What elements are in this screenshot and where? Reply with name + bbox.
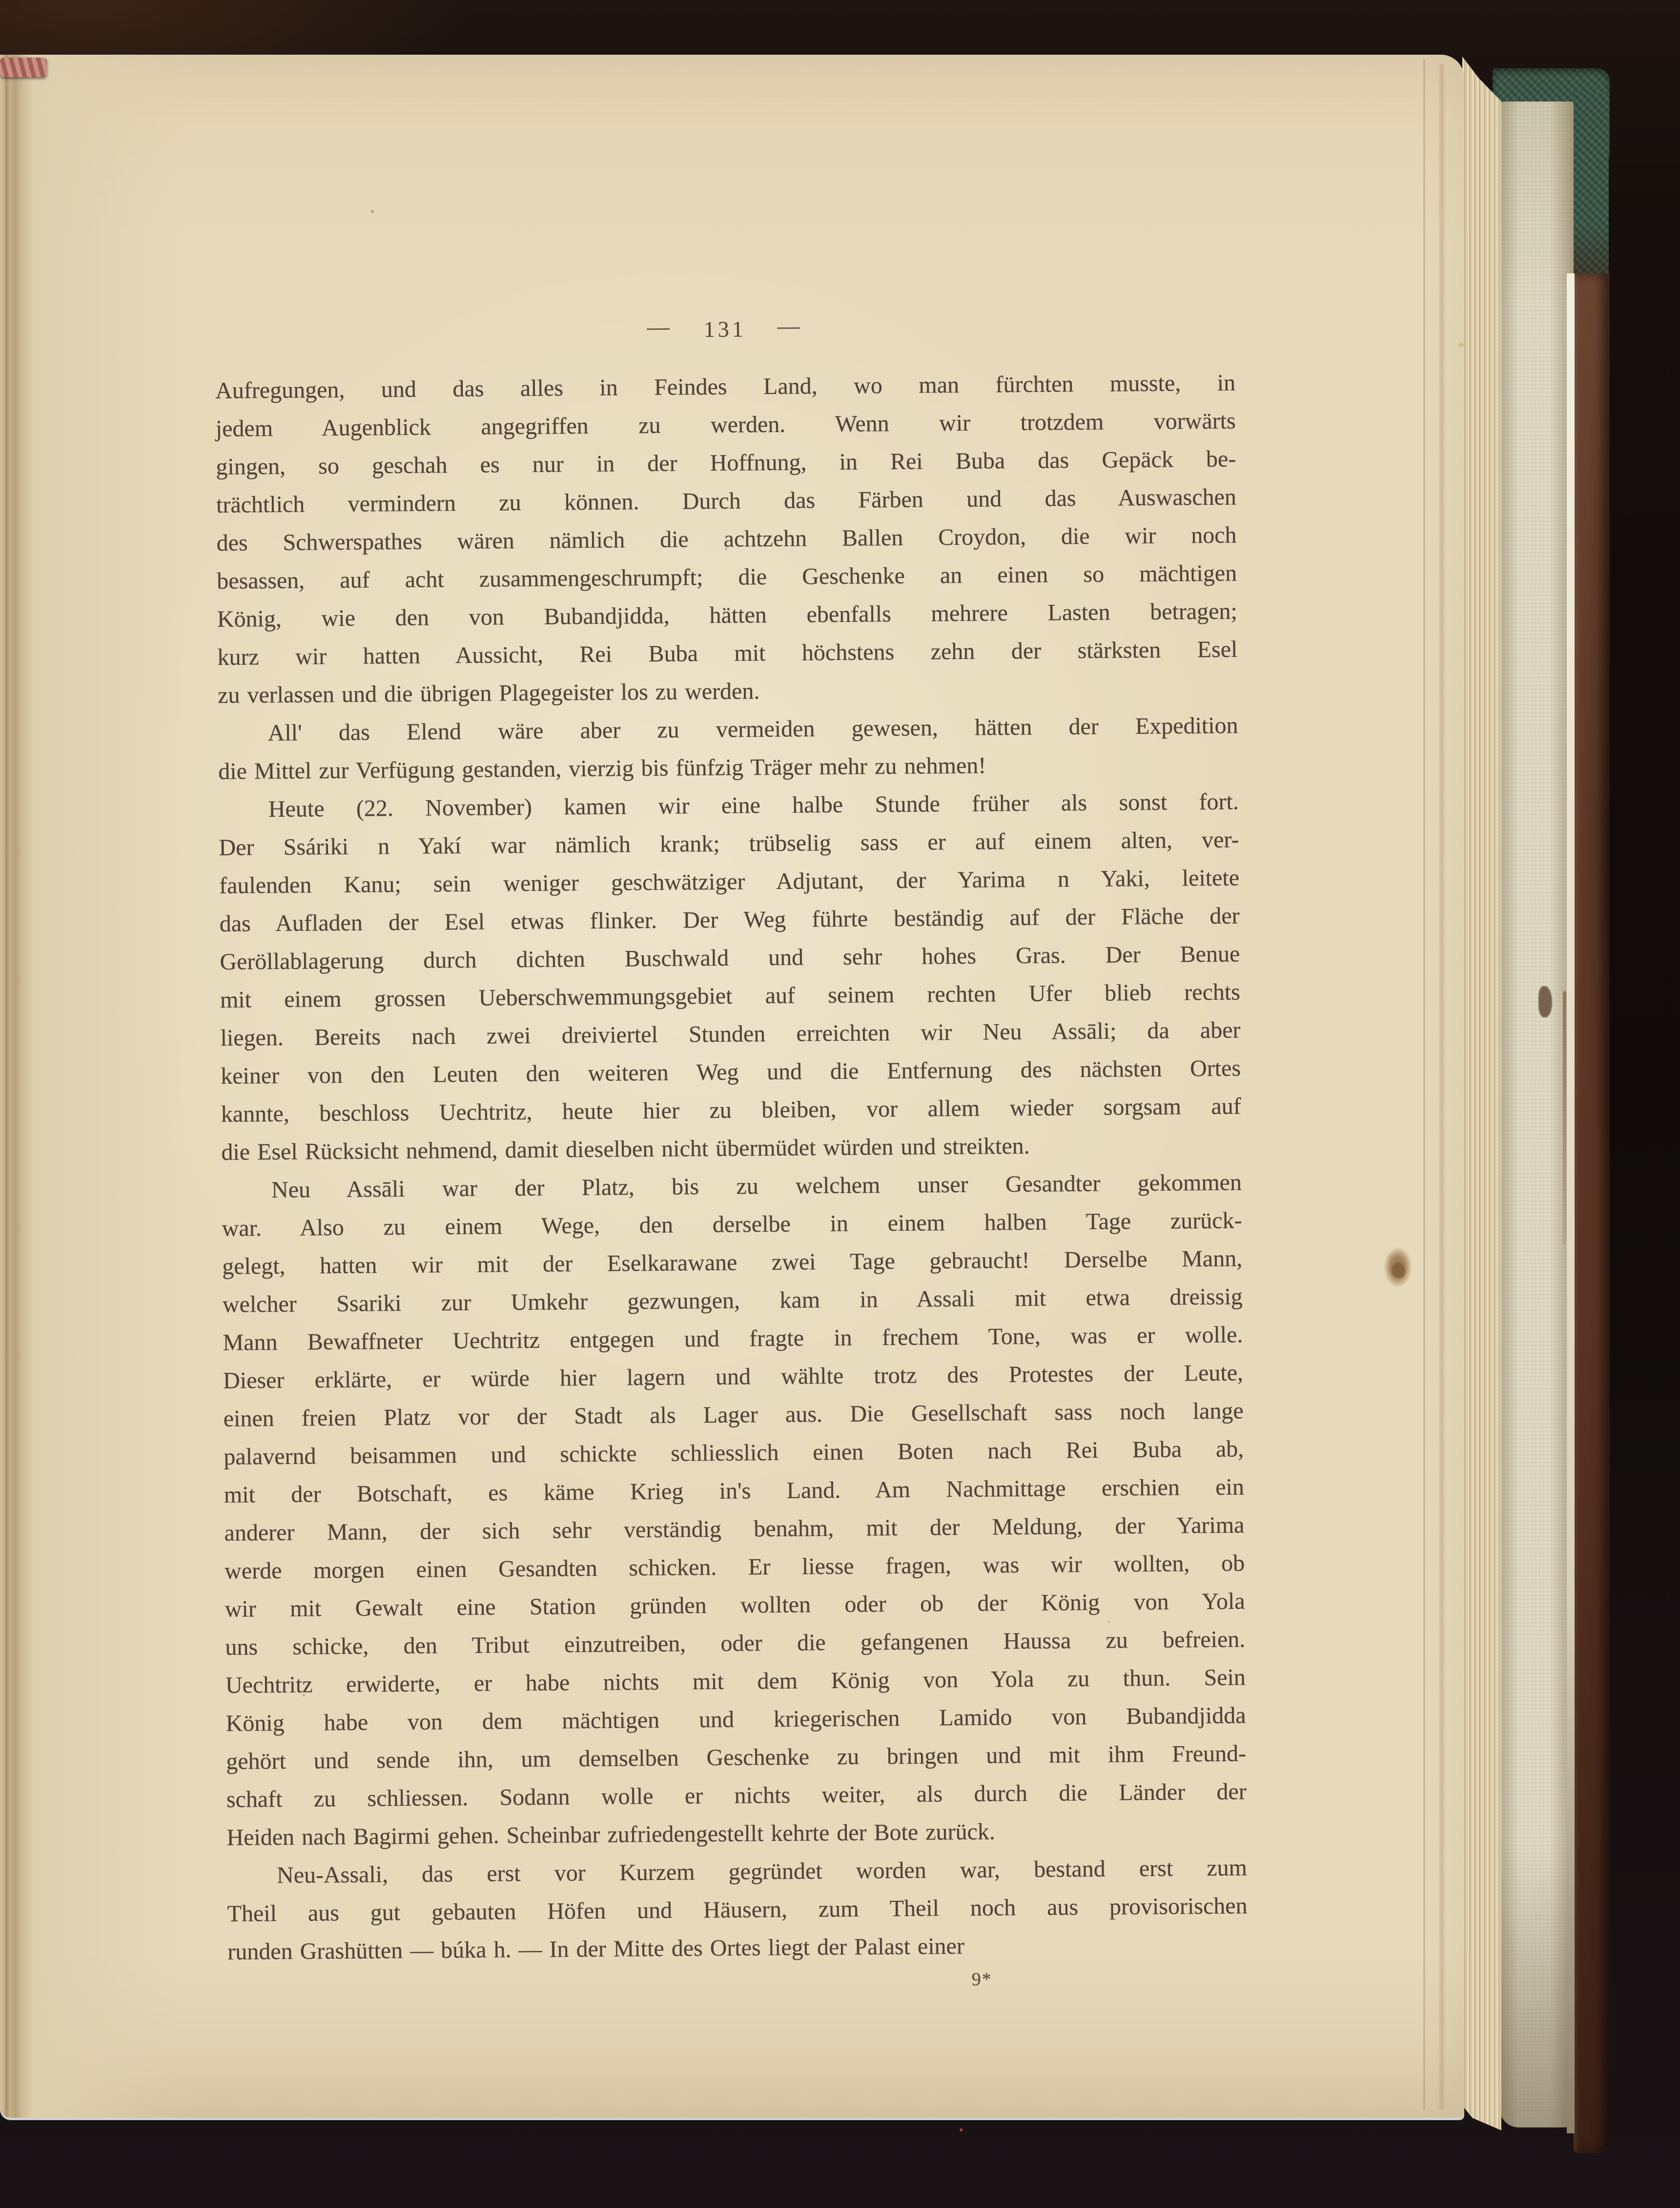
text-line: Mann Bewaffneter Uechtritz entgegen und fragte in frechem Tone, was er wolle. [223,1321,1243,1356]
page-crease [1438,64,1446,2110]
text-line: schaft zu schliessen. Sodann wolle er nichts weiter, als durch die Länder der [226,1778,1247,1813]
text-line: uns schicke, den Tribut einzutreiben, oder die gefangenen Haussa zu befreien. [225,1626,1246,1660]
foxing-speck [1108,1621,1110,1623]
header-dash-right: — [777,313,803,338]
book-page [0,55,1464,2118]
page-header [215,310,1235,349]
text-line: Uechtritz erwiderte, er habe nichts mit dem König von Yola zu thun. Sein [225,1664,1246,1698]
text-line: Neu Assāli war der Platz, bis zu welchem unser Gesandter gekommen [271,1169,1242,1203]
text-line: welcher Ssariki zur Umkehr gezwungen, kam in Assali mit etwa dreissig [222,1283,1243,1318]
text-line: zu verlassen und die übrigen Plagegeister los zu werden. [217,678,760,708]
text-line: keiner von den Leuten den weiteren Weg und die Entfernung des nächsten Ortes [220,1055,1241,1089]
text-line: Dieser erklärte, er würde hier lagern und wählte trotz des Protestes der Leute, [223,1360,1244,1394]
page-block-edge-highlight [1567,273,1575,2133]
text-line: die Esel Rücksicht nehmend, damit dieselben nicht übermüdet würden und streikten. [221,1133,1030,1165]
text-line: das Aufladen der Esel etwas flinker. Der Weg führte beständig auf der Fläche der [219,903,1240,937]
text-line: gingen, so geschah es nur in der Hoffnung, in Rei Buba das Gepäck be- [216,446,1236,480]
paper-stain [1538,986,1552,1017]
text-line: Aufregungen, und das alles in Feindes Land, wo man fürchten musste, in [215,370,1236,404]
text-line: Neu-Assali, das erst vor Kurzem gegründet worden war, bestand erst zum [276,1855,1248,1889]
text-line: besassen, auf acht zusammengeschrumpft; die Geschenke an einen so mächtigen [217,560,1237,594]
text-line: Heiden nach Bagirmi gehen. Scheinbar zufriedengestellt kehrte der Bote zurück. [226,1818,995,1851]
text-line: Heute (22. November) kamen wir eine halbe Stunde früher als sonst fort. [268,788,1239,823]
book-cover-brown-leather-edge [1574,273,1610,2153]
fore-edge-page-stack [1462,55,1501,2130]
printer-signature-mark: 9* [971,1969,992,1990]
text-line: Geröllablagerung durch dichten Buschwald und sehr hohes Gras. Der Benue [220,941,1240,975]
text-line: kannte, beschloss Uechtritz, heute hier zu bleiben, vor allem wieder sorgsam auf [221,1093,1241,1127]
paragraphs [215,364,1248,1971]
text-line: des Schwerspathes wären nämlich die achtzehn Ballen Croydon, die wir noch [216,522,1237,556]
text-line: Der Ssáriki n Yakí war nämlich krank; trübselig sass er auf einem alten, ver- [219,826,1239,861]
foxing-speck [725,548,727,550]
text-line: König habe von dem mächtigen und kriegerischen Lamido von Bubandjidda [225,1702,1246,1736]
header-dash-left: — [647,314,673,340]
text-line: liegen. Bereits nach zwei dreiviertel Stunden erreichten wir Neu Assāli; da aber [220,1017,1241,1051]
text-line: kurz wir hatten Aussicht, Rei Buba mit höchstens zehn der stärksten Esel [217,636,1238,670]
text-line: wir mit Gewalt eine Station gründen wollten oder ob der König von Yola [225,1588,1245,1622]
book-cover-green-cloth-side [1574,93,1609,278]
text-line: anderer Mann, der sich sehr verständig benahm, mit der Meldung, der Yarima [224,1512,1245,1546]
foxing-speck [1458,343,1464,347]
text-line: palavernd beisammen und schickte schliesslich einen Boten nach Rei Buba ab, [224,1436,1244,1470]
paper-stain [1392,1262,1405,1278]
foxing-speck [371,210,374,213]
text-line: gelegt, hatten wir mit der Eselkarawane zwei Tage gebraucht! Derselbe Mann, [222,1245,1243,1279]
binding-headband [0,58,47,77]
text-line: mit einem grossen Ueberschwemmungsgebiet auf seinem rechten Ufer blieb rechts [220,979,1241,1013]
text-line: faulenden Kanu; sein weniger geschwätziger Adjutant, der Yarima n Yaki, leitete [219,865,1240,899]
text-line: runden Grashütten — búka h. — In der Mitte des Ortes liegt der Palast einer [227,1933,965,1965]
text-line: jedem Augenblick angegriffen zu werden. Wenn wir trotzdem vorwärts [215,408,1236,442]
text-line: werde morgen einen Gesandten schicken. Er liesse fragen, was wir wollten, ob [224,1550,1245,1584]
page-crease [1423,60,1425,2110]
text-line: war. Also zu einem Wege, den derselbe in einem halben Tage zurück- [222,1207,1242,1241]
paper-smudge [1563,991,1566,1245]
text-line: mit der Botschaft, es käme Krieg in's Land. Am Nachmittage erschien ein [224,1474,1245,1508]
text-line: All' das Elend wäre aber zu vermeiden gewesen, hätten der Expedition [267,712,1238,746]
text-line: einen freien Platz vor der Stadt als Lager aus. Die Gesellschaft sass noch lange [223,1398,1244,1432]
text-block [215,310,1248,2000]
gutter-shadow [0,55,185,2118]
text-line: König, wie den von Bubandjidda, hätten ebenfalls mehrere Lasten betragen; [217,598,1237,632]
text-line: trächtlich vermindern zu können. Durch das Färben und das Auswaschen [216,484,1237,518]
foxing-speck [303,1694,305,1696]
text-line: die Mittel zur Verfügung gestanden, vierzig bis fünfzig Träger mehr zu nehmen! [218,752,986,784]
text-line: gehört und sende ihn, um demselben Geschenke zu bringen und mit ihm Freund- [226,1740,1247,1775]
dust-speck [960,2128,963,2131]
page-number: 131 [703,316,746,342]
text-line: Theil aus gut gebauten Höfen und Häusern, zum Theil noch aus provisorischen [227,1893,1248,1927]
